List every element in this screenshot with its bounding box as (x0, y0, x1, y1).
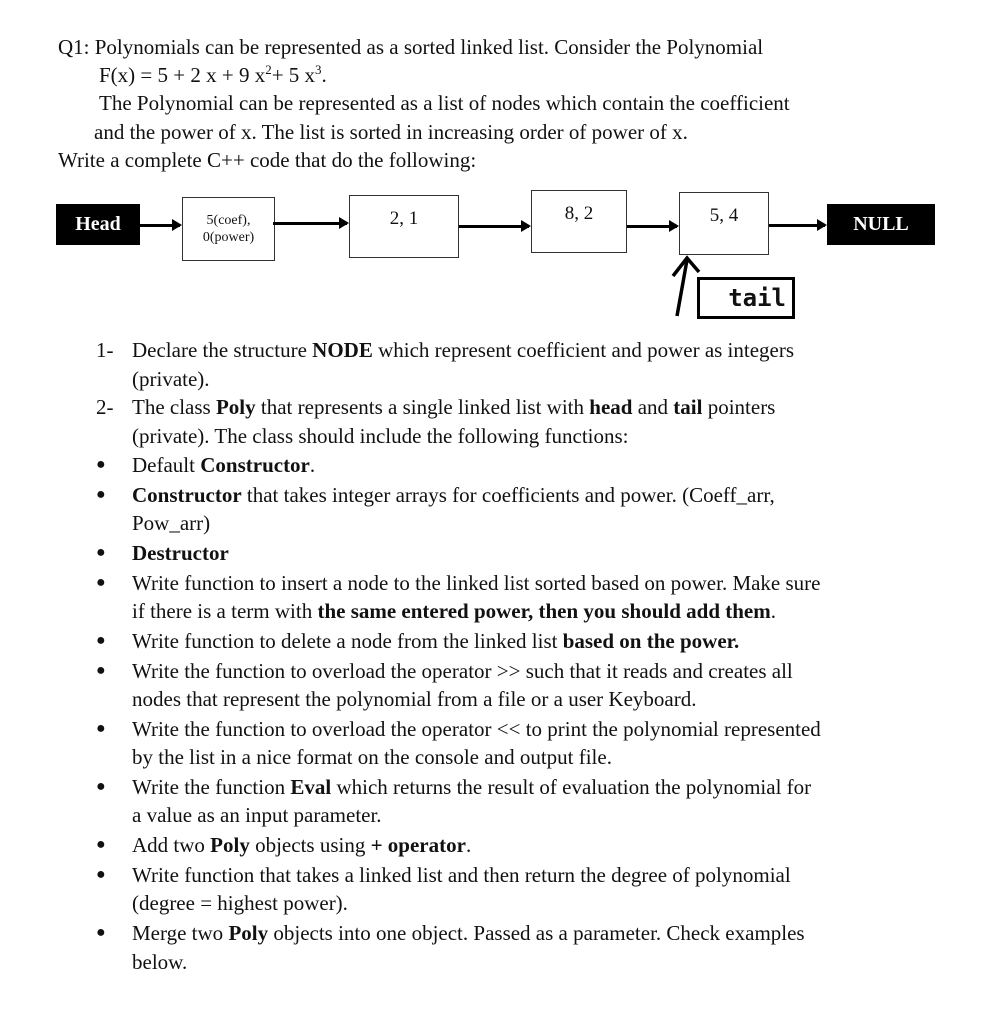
list-text (132, 569, 821, 598)
arrow (140, 224, 180, 227)
text: Pow_arr) (132, 511, 211, 536)
list-text (132, 685, 696, 714)
list-text (132, 889, 348, 918)
arrow (459, 225, 529, 228)
list-number: 2- (96, 395, 114, 419)
bold-text: the same entered power, then you should add them (317, 599, 771, 624)
bold-text: based on the power. (562, 628, 740, 653)
text: a value as an input parameter. (132, 803, 382, 828)
list-text (132, 393, 775, 422)
list-text (132, 948, 187, 977)
text: Default (132, 453, 201, 477)
list-text (132, 539, 229, 568)
text: (private). (132, 366, 210, 391)
intro-text: and the power of x. The list is sorted in increasing order of power of x. (94, 120, 688, 144)
list-text (132, 919, 805, 948)
arrow (769, 224, 825, 227)
formula-part: F(x) = 5 + 2 x + 9 x (99, 63, 266, 87)
text: by the list in a nice format on the console and output file. (132, 745, 612, 770)
bold-text: Poly (210, 833, 250, 858)
intro-text: The Polynomial can be represented as a list of nodes which contain the coefficient (99, 91, 790, 115)
bullet-icon: ● (96, 836, 106, 854)
bold-text: Poly (228, 921, 269, 945)
arrow (627, 225, 677, 228)
text: which represent coefficient and power as integers (372, 338, 795, 362)
list-text (132, 336, 794, 365)
list-text (132, 743, 612, 772)
list-text (132, 451, 315, 480)
text: . (309, 453, 316, 477)
formula-part: . (321, 63, 327, 87)
null-box: NULL (827, 204, 935, 245)
bold-text: Constructor (132, 482, 242, 507)
text: Write the function to overload the operator >> such that it reads and creates all (132, 658, 793, 683)
text: objects using (249, 833, 371, 858)
text: that takes integer arrays for coefficients and power. (Coeff_arr, (241, 482, 775, 507)
list-text (132, 481, 775, 510)
text: below. (132, 949, 188, 974)
bold-text: Poly (215, 395, 256, 419)
text: (degree = highest power). (132, 891, 348, 916)
bold-text: + operator (370, 833, 466, 858)
text: Write the function (132, 774, 291, 799)
list-text (132, 422, 629, 451)
polynomial-formula (99, 61, 327, 89)
text: Write function that takes a linked list and then return the degree of polynomial (132, 862, 791, 887)
text: Declare the structure (132, 338, 313, 362)
formula-exponent: 2 (265, 62, 272, 77)
bold-text: NODE (312, 338, 373, 362)
head-box: Head (56, 204, 140, 245)
text: pointers (702, 395, 776, 419)
list-number: 1- (96, 338, 114, 362)
formula-exponent: 3 (315, 62, 322, 77)
list-text (132, 861, 791, 890)
bullet-icon: ● (96, 924, 106, 941)
list-text (132, 657, 793, 686)
text: that represents a single linked list with (255, 395, 590, 419)
intro-text: Write a complete C++ code that do the following: (58, 148, 477, 172)
node-box: 5, 4 (679, 192, 769, 255)
node-box: 8, 2 (531, 190, 627, 253)
node-box (182, 197, 275, 261)
bullet-icon: ● (96, 543, 106, 561)
arrow (273, 222, 347, 225)
text: . (770, 599, 776, 624)
list-text (132, 801, 382, 830)
text: objects into one object. Passed as a parameter. Check examples (268, 921, 805, 945)
tail-box: tail (697, 277, 795, 319)
list-text (132, 773, 811, 802)
bold-text: tail (673, 395, 703, 419)
bullet-icon: ● (96, 485, 106, 503)
bold-text: Destructor (132, 540, 229, 565)
bullet-icon: ● (96, 573, 106, 591)
list-text (132, 627, 739, 656)
list-text (132, 509, 210, 538)
bullet-icon: ● (96, 456, 106, 473)
text: nodes that represent the polynomial from a file or a user Keyboard. (132, 687, 697, 711)
list-text (132, 365, 210, 394)
text: if there is a term with (132, 599, 318, 624)
list-text (132, 597, 776, 626)
bullet-icon: ● (96, 777, 106, 795)
list-text (132, 715, 821, 744)
text: Write the function to overload the operator << to print the polynomial represented (132, 716, 821, 741)
bullet-icon: ● (96, 719, 106, 737)
text: Merge two (132, 921, 229, 945)
bold-text: head (589, 395, 633, 419)
bullet-icon: ● (96, 661, 106, 679)
text: (private). The class should include the following functions: (132, 423, 629, 448)
formula-part: + 5 x (271, 63, 316, 87)
node-coef: 5(coef), (206, 213, 251, 228)
node-power: 0(power) (202, 230, 255, 245)
text: Write function to delete a node from the linked list (132, 628, 563, 653)
bold-text: Constructor (200, 453, 310, 477)
bullet-icon: ● (96, 631, 106, 649)
text: which returns the result of evaluation the polynomial for (331, 774, 812, 799)
text: The class (132, 395, 216, 419)
text: Add two (132, 833, 211, 858)
question-title: Q1: Polynomials can be represented as a sorted linked list. Consider the Polynomial (58, 35, 764, 59)
text: and (632, 395, 674, 419)
bold-text: Eval (290, 774, 332, 799)
list-text (132, 831, 471, 860)
text: Write function to insert a node to the linked list sorted based on power. Make sure (132, 570, 821, 595)
node-box: 2, 1 (349, 195, 459, 258)
text: . (465, 833, 472, 858)
bullet-icon: ● (96, 865, 106, 883)
